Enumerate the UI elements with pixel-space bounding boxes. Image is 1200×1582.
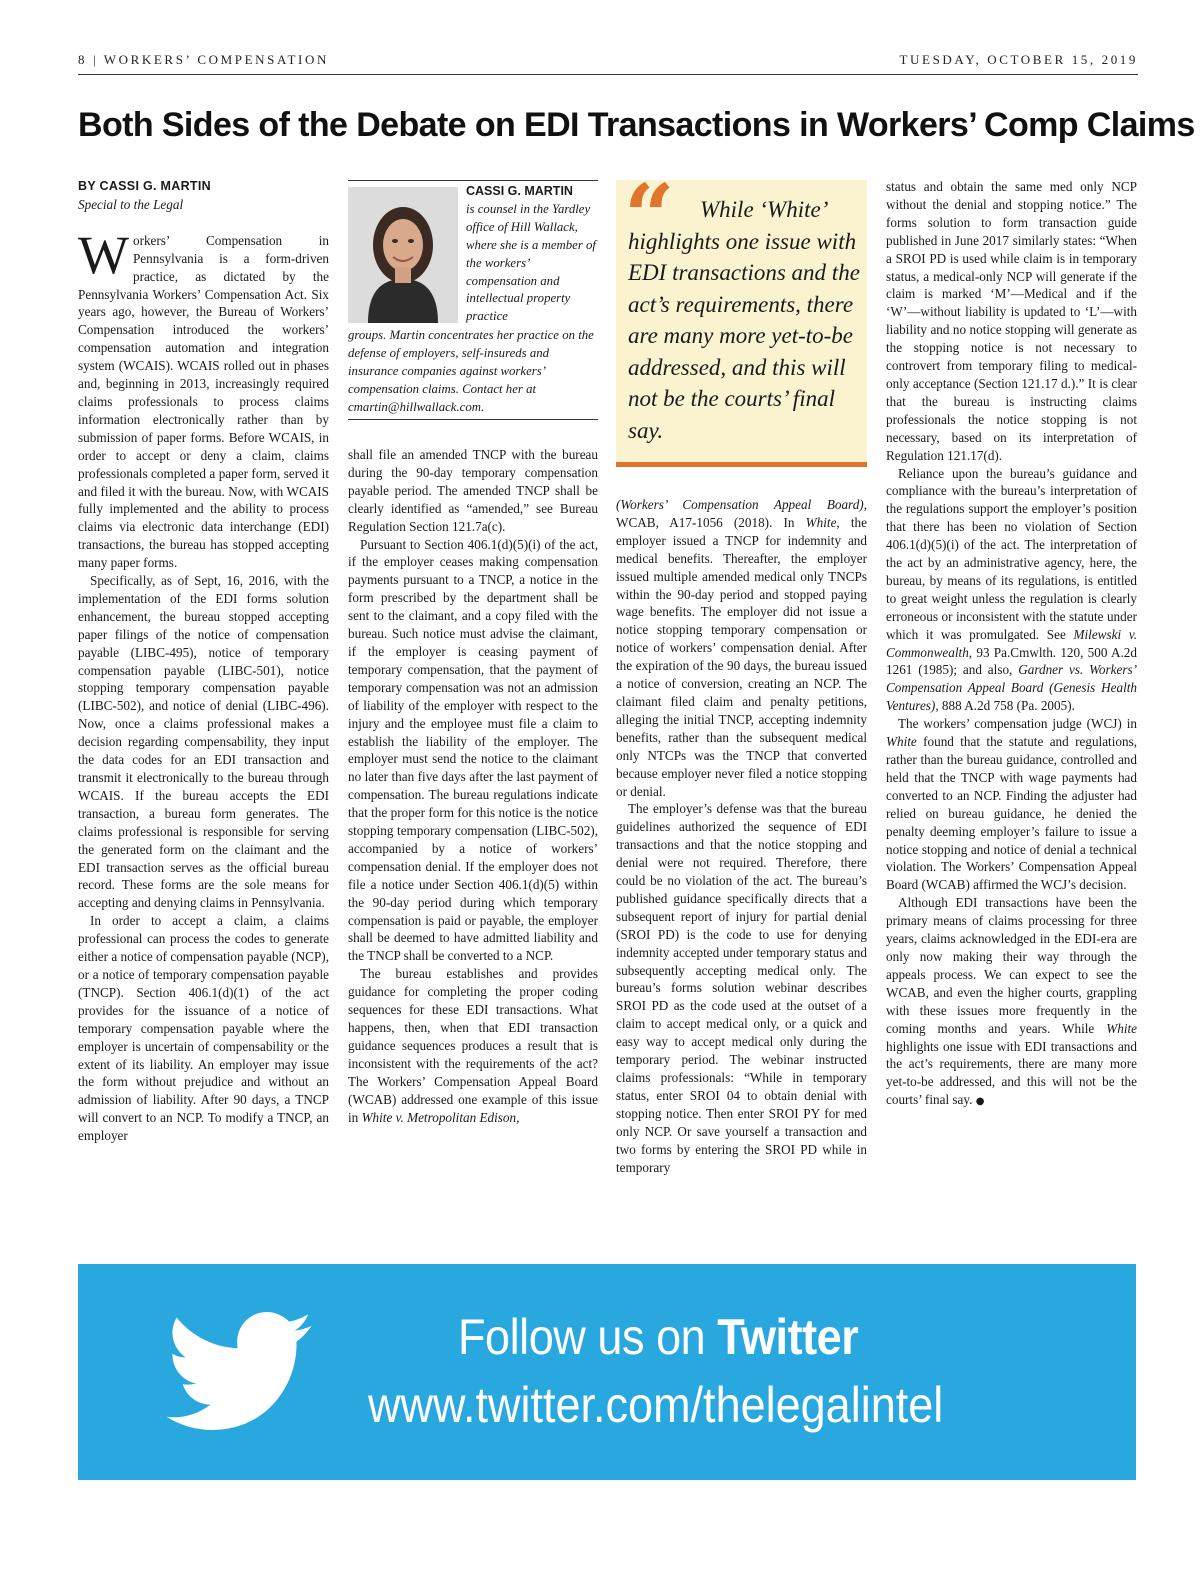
drop-cap: W [78,224,129,285]
bio-text-bottom: groups. Martin concentrates her practice on the defense of employers, self-insureds and insurance companies against workers’ compensation claims. Contact her at cmartin@hillwallack.com. [348,328,594,414]
twitter-bird-icon [164,1312,314,1430]
paragraph: The workers’ compensation judge (WCJ) in White found that the statute and regulations, rather than the bureau guidance, controlled and held that the TNCP with wage payments had converted to an NCP. Finding the adjuster had relied on bureau guidance, he denied the penalty deeming employer’s failure to issue a notice stopping and notice of denial a technical violation. The Workers’ Compensation Appeal Board (WCAB) affirmed the WCJ’s decision. [886,716,1137,893]
bio-name: CASSI G. MARTIN [466,184,573,198]
paragraph: status and obtain the same med only NCP without the denial and stopping notice.” The forms solution to form transaction guide published in June 2017 similarly states: “When a SROI PD is used while claim is in temporary status, a medical-only NCP will generate if the claim is marked ‘M’—Medical and if the ‘W’—without liability is updated to ‘L’—with liability and no notice stopping will generate as the stopping notice is not necessary to controvert from temporary filing to medical-only acceptance (Section 121.17 d.).” It is clear that the bureau is instructing claims professionals the notice stopping is not necessary, based on its interpretation of Regulation 121.17(d). [886,179,1137,463]
paragraph: Reliance upon the bureau’s guidance and compliance with the bureau’s interpretation of the regulations support the employer’s position that there has been no violation of Section 406.1(d)(5)(i) of the act. The interpretation of the act by an administrative agency, here, the bureau, by means of its regulations, is entitled to great weight unless the regulation is clearly erroneous or inconsistent with the statute under which it was promulgated. See Milewski v. Commonwealth, 93 Pa.Cmwlth. 120, 500 A.2d 1261 (1985); and also, Gardner vs. Workers’ Compensation Appeal Board (Genesis Health Ventures), 888 A.2d 758 (Pa. 2005). [886,465,1138,714]
paragraph: (Workers’ Compensation Appeal Board), WCAB, A17-1056 (2018). In White, the employer issued a TNCP for indemnity and medical benefits. Thereafter, the employer issued multiple amended medical only TNCPs within the 90-day period and stopped paying wage benefits. The employer did not issue a notice stopping temporary compensation or notice of workers’ compensation denial. After the expiration of the 90 days, the bureau issued a notice of conversion, creating an NCP. The claimant filed claim and penalty petitions, alleging the initial TNCP, accepting indemnity benefits, rather than the subsequent medical only NTCPs was the TNCP that converted because employer never filed a notice stopping or denial. [616,497,867,799]
section-label: 8 | WORKERS’ COMPENSATION [78,52,329,67]
paragraph: Workers’ Compensation in Pennsylvania is a form-driven practice, as dictated by the Pennsylvania Workers’ Compensation Act. Six years ago, however, the Bureau of Workers’ Compensation introduced the workers’ compensation automation and integration system (WCAIS). WCAIS rolled out in phases and, beginning in 2013, increasingly required claims professionals to process claims information electronically rather than by submission of paper forms. Before WCAIS, in order to accept or deny a claim, claims professionals completed a paper form, served it and filed it with the bureau. Now, with WCAIS fully implemented and the ability to process claims via electronic data interchange (EDI) transactions, the bureau has stopped accepting many paper forms. [78,224,329,571]
page-header [78,52,1138,72]
bio-text-top: is counsel in the Yardley office of Hill Wallack, where she is a member of the workers’ compensation and intellectual property practice [466,201,596,324]
author-bio [348,180,598,420]
twitter-follow-text: Follow us on Twitter [458,1309,859,1365]
paragraph: The bureau establishes and provides guidance for completing the proper coding sequences for these EDI transactions. What happens, then, when that EDI transaction guidance sequences produces a result that is inconsistent with the requirements of the act? The Workers’ Compensation Appeal Board (WCAB) addressed one example of this issue in White v. Metropolitan Edison, [348,966,598,1125]
column-3 [616,496,867,1176]
author-portrait-icon [348,187,458,323]
pull-quote-text: While ‘White’ highlights one issue with EDI transactions and the act’s requirements, there are many more yet-to-be addressed, and this will not be the courts’ final say. [628,197,860,443]
twitter-banner[interactable] [78,1264,1136,1480]
article-headline: Both Sides of the Debate on EDI Transactions in Workers’ Comp Claims [78,106,1195,144]
pull-quote [616,164,867,467]
paragraph: Pursuant to Section 406.1(d)(5)(i) of the act, if the employer ceases making compensation payments pursuant to a TNCP, a notice in the form prescribed by the department shall be sent to the claimant, and a copy filed with the bureau. Such notice must advise the claimant, if the employer is ceasing payment of temporary compensation, that the payment of temporary compensation was not an admission of liability of the employer with respect to the injury and the employee must file a claim to establish the liability of the employer. The employer must send the notice to the claimant no later than five days after the last payment of compensation. The bureau regulations indicate that the proper form for this notice is the notice stopping temporary compensation (LIBC-502), accompanied by a notice of workers’ compensation denial. If the employer does not file a notice under Section 406.1(d)(5) within the 90-day period during which temporary compensation is paid or payable, the employer shall be deemed to have admitted liability and the TNCP shall be converted to a NCP. [348,536,598,964]
bio-header [466,183,598,326]
byline-name: BY CASSI G. MARTIN [78,179,211,193]
column-4 [886,178,1137,1111]
paragraph: In order to accept a claim, a claims professional can process the codes to generate either a notice of compensation payable (NCP), or a notice of temporary compensation payable (TNCP). Section 406.1(d)(1) of the act provides for the issuance of a notice of temporary compensation payable where the employer is uncertain of compensability or the extent of its liability. An employer may issue the form without prejudice and without an admission of liability. After 90 days, a TNCP will convert to an NCP. To modify a TNCP, an employer [78,913,329,1144]
paragraph: Specifically, as of Sept, 16, 2016, with the implementation of the EDI forms solution enhancement, the bureau stopped accepting paper filings of the notice of compensation payable (LIBC-495), notice of temporary compensation payable (LIBC-501), notice stopping temporary compensation payable (LIBC-502), and notice of denial (LIBC-496). Now, once a claims professional makes a decision regarding compensability, they input the data codes for an EDI transaction and transmit it electronically to the bureau through WCAIS. If the bureau accepts the EDI transaction, a bureau form generates. The claims professional is responsible for serving the generated form on the claimant and the EDI transaction serves as the official bureau record. These forms are the sole means for accepting and denying claims in Pennsylvania. [78,573,329,911]
paragraph: The employer’s defense was that the bureau guidelines authorized the sequence of EDI transactions and that the notice stopping and denial were not required. Therefore, there could be no violation of the act. The bureau’s published guidance specifically directs that a subsequent report of injury for partial denial (SROI PD) is the code to use for denying indemnity accepted under temporary status and subsequently accepting medical only. The bureau’s forms solution webinar describes SROI PD as the code used at the outset of a claim to accept medical only, or a quick and easy way to accept medical only during the temporary period. The webinar instructed claims professionals: “While in temporary status, enter SROI 04 to obtain denial with stopping notice. Then enter SROI PY for med only NCP. Or save yourself a transaction and two forms by entering the SROI PD while in temporary [616,801,867,1175]
issue-date: TUESDAY, OCTOBER 15, 2019 [899,52,1138,67]
quote-mark-icon: “ [624,164,675,268]
author-photo [348,187,458,323]
byline-sub: Special to the Legal [78,196,184,212]
paragraph: shall file an amended TNCP with the bureau during the 90-day temporary compensation payable period. The amended TNCP shall be clearly identified as “amended,” see Bureau Regulation Section 121.7a(c). [348,447,598,534]
column-2 [348,446,598,1126]
header-rule [78,74,1138,75]
end-mark-icon: ● [975,1096,985,1108]
paragraph: Although EDI transactions have been the primary means of claims processing for three years, claims acknowledged in the EDI-era are only now making their way through the appeals process. We can expect to see the WCAB, and even the higher courts, grappling with these issues more frequently in the coming months and years. While White highlights one issue with EDI transactions and the act’s requirements, there are many more yet-to-be addressed, and this will not be the courts’ final say. ● [886,895,1137,1108]
column-1 [78,178,329,1145]
twitter-url-link[interactable]: www.twitter.com/thelegalintel [368,1377,944,1433]
